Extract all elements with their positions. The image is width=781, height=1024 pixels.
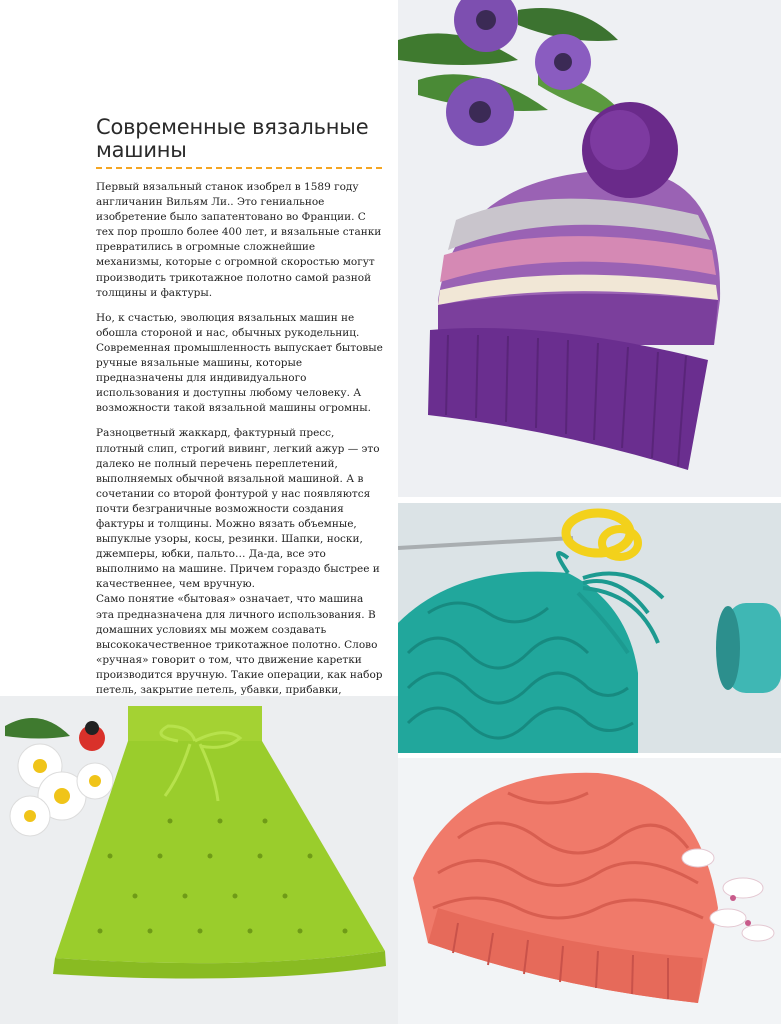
teal-hat-photo bbox=[398, 503, 781, 753]
page-title: Современные вязальные машины bbox=[96, 115, 369, 162]
article-paragraph: Первый вязальный станок изобрел в 1589 году англичанин Вильям Ли.. Это гениальное изобретение было запатентовано во Франции. С тех пор прошло более 400 лет, и вязальные станки превратились в огромные сложнейшие механизмы, которые с огромной скоростью могут производить трикотажное полотно самой разной толщины и фактуры. bbox=[96, 181, 382, 299]
coral-hat-photo bbox=[398, 758, 781, 1024]
striped-beanie-photo bbox=[398, 0, 781, 497]
lime-skirt-photo bbox=[0, 696, 398, 1024]
title-divider bbox=[96, 167, 382, 169]
article-paragraph: Само понятие «бытовая» означает, что машина эта предназначена для личного использования. В домашних условиях мы можем создавать высококачественное трикотажное полотно. Слово «ручная» говорит о том, что движение каретки производится вручную. Такие операции, как набор петель, закрытие петель, убавки, прибавки, bbox=[96, 593, 383, 696]
article-paragraph: Но, к счастью, эволюция вязальных машин не обошла стороной и нас, обычных рукодельниц. Современная промышленность выпускает бытовые ручные вязальные машины, которые предназначены для индивидуального использования и доступны любому человеку. А возможности такой вязальной машины огромны. bbox=[96, 311, 383, 415]
article-paragraph: Разноцветный жаккард, фактурный пресс, плотный слип, строгий вивинг, легкий ажур — это далеко не полный перечень переплетений, выполняемых обычной вязальной машиной. А в сочетании со второй фонтурой у нас появляются почти безграничные возможности создания фактуры и толщины. Можно вязать объемные, выпуклые узоры, косы, резинки. Шапки, носки, джемперы, юбки, пальто… Да-да, все это выполнимо на машине. Причем гораздо быстрее и качественнее, чем вручную. bbox=[96, 427, 380, 591]
article-body bbox=[96, 180, 384, 768]
